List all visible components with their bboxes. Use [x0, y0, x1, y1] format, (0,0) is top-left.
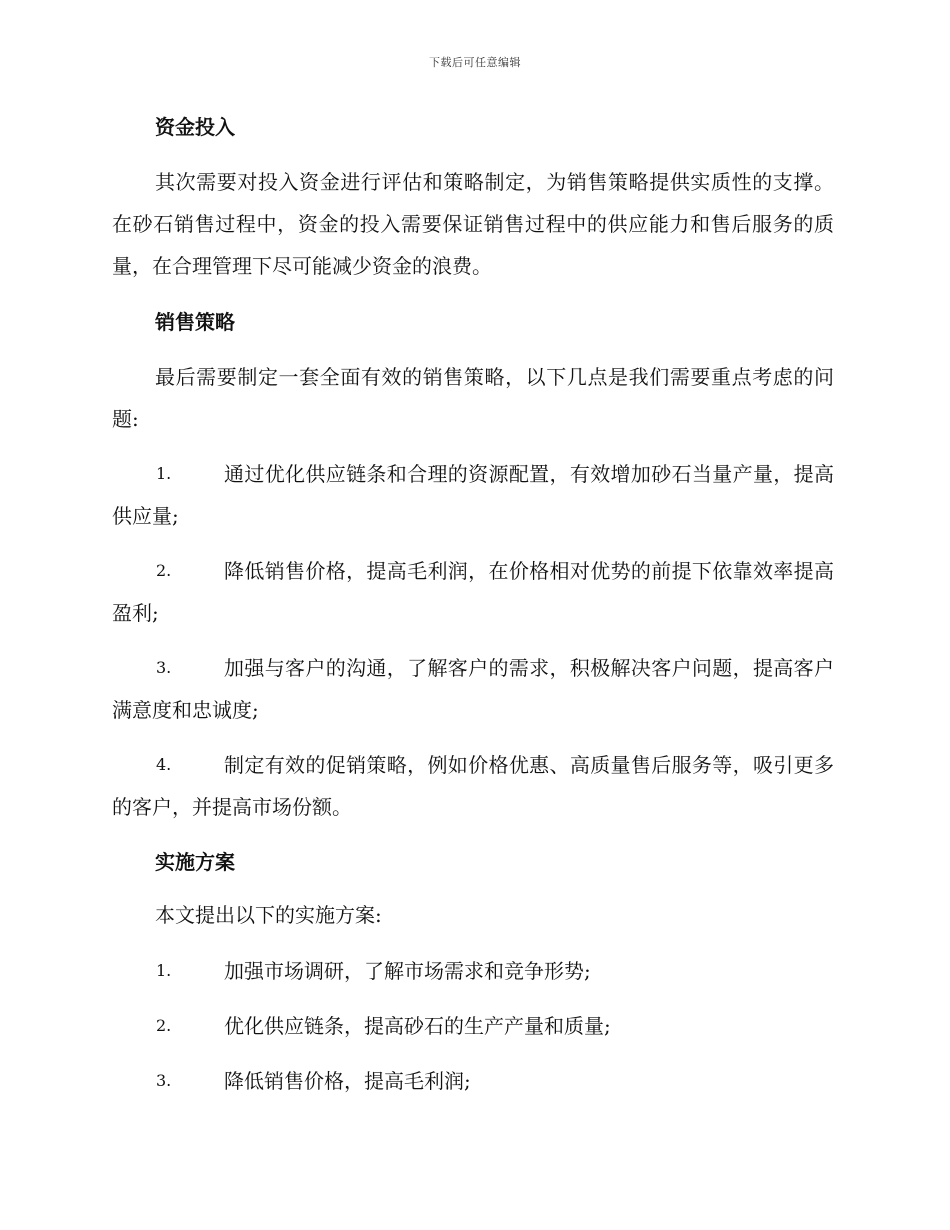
list-item	[112, 744, 834, 828]
list-item-text: 优化供应链条，提高砂石的生产产量和质量;	[224, 1014, 611, 1038]
list-item	[112, 950, 834, 992]
list-item-text: 通过优化供应链条和合理的资源配置，有效增加砂石当量产量，提高供应量;	[112, 462, 834, 528]
list-item-number: 3.	[156, 658, 172, 677]
list-item-text: 加强与客户的沟通，了解客户的需求，积极解决客户问题，提高客户满意度和忠诚度;	[112, 656, 834, 722]
list-item	[112, 453, 834, 537]
list-item-number: 2.	[156, 561, 172, 580]
paragraph-sales-intro: 最后需要制定一套全面有效的销售策略，以下几点是我们需要重点考虑的问题:	[112, 365, 834, 431]
list-item-number: 3.	[156, 1071, 172, 1090]
list-item-number: 4.	[156, 755, 172, 774]
section-heading-funding: 资金投入	[155, 115, 235, 139]
list-item	[112, 550, 834, 634]
section-heading-sales: 销售策略	[155, 310, 235, 334]
list-item	[112, 1060, 834, 1102]
list-item-text: 制定有效的促销策略，例如价格优惠、高质量售后服务等，吸引更多的客户，并提高市场份额。	[112, 753, 834, 819]
list-item	[112, 647, 834, 731]
list-item-text: 降低销售价格，提高毛利润;	[224, 1069, 471, 1093]
list-item	[112, 1005, 834, 1047]
page-header: 下载后可任意编辑	[429, 56, 521, 69]
list-item-number: 1.	[156, 464, 172, 483]
paragraph-plan-intro: 本文提出以下的实施方案:	[155, 903, 382, 927]
section-heading-plan: 实施方案	[155, 850, 235, 874]
list-item-text: 加强市场调研，了解市场需求和竞争形势;	[224, 959, 591, 983]
list-item-text: 降低销售价格，提高毛利润，在价格相对优势的前提下依靠效率提高盈利;	[112, 559, 834, 625]
list-item-number: 2.	[156, 1016, 172, 1035]
paragraph-funding: 其次需要对投入资金进行评估和策略制定，为销售策略提供实质性的支撑。在砂石销售过程中，资金的投入需要保证销售过程中的供应能力和售后服务的质量，在合理管理下尽可能减少资金的浪费。	[112, 170, 834, 278]
list-item-number: 1.	[156, 961, 172, 980]
